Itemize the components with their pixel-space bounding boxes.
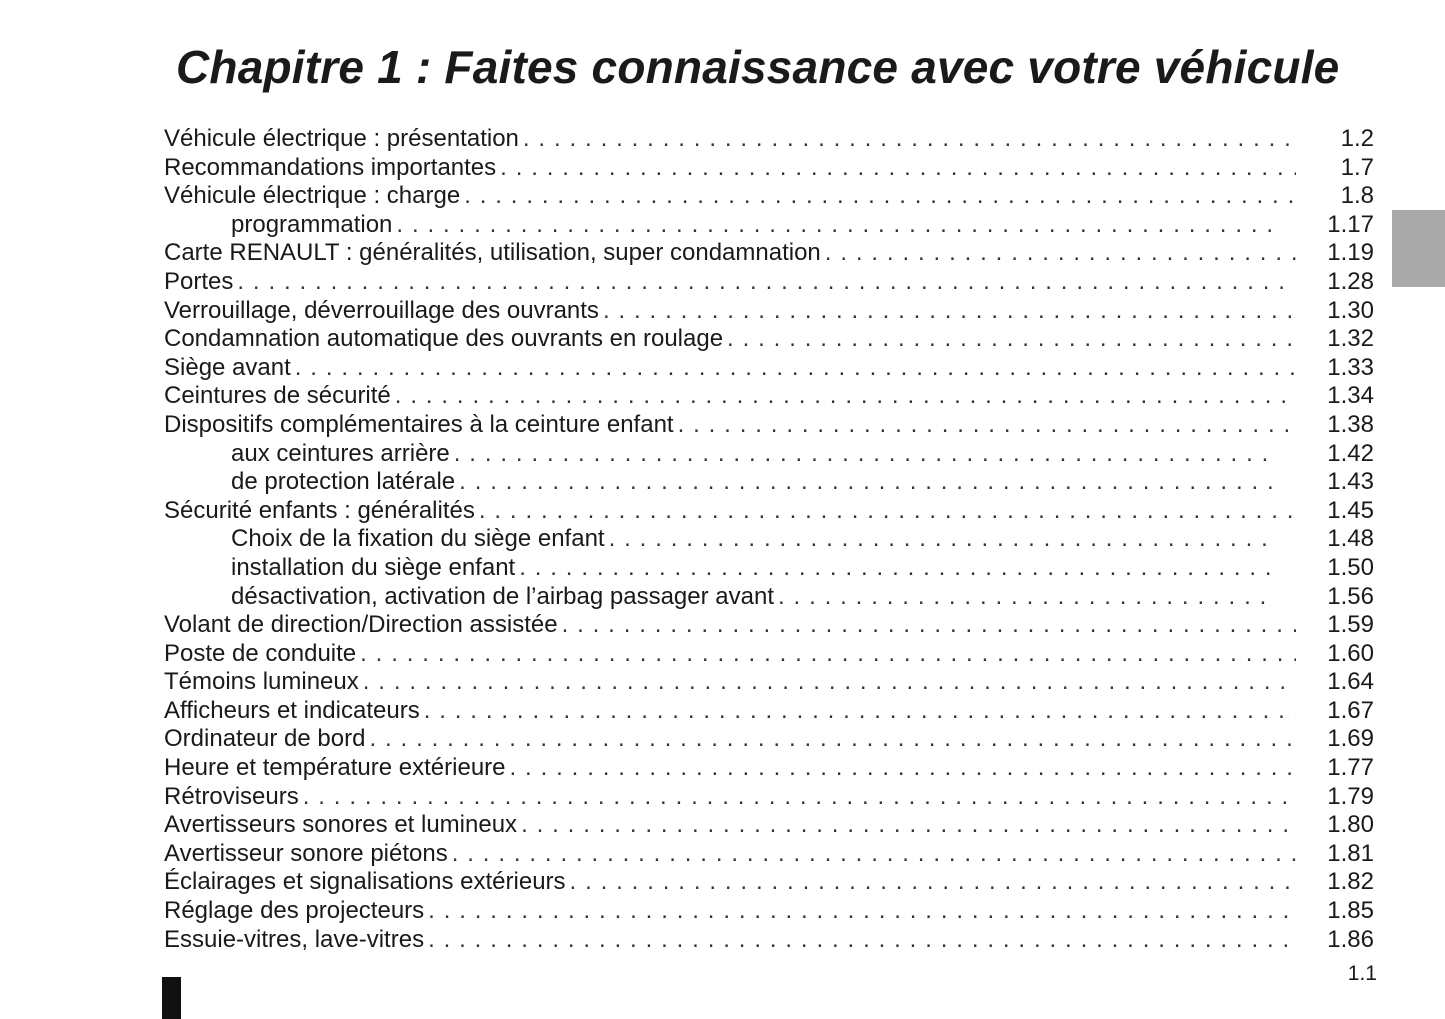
dot-leader [609,525,1274,554]
dot-leader [523,125,1296,154]
toc-entry-page: 1.77 [1327,754,1374,782]
toc-entry-page: 1.2 [1340,125,1374,152]
toc-entry [164,926,1374,955]
table-of-contents [164,125,1374,954]
dot-leader [424,697,1296,726]
toc-entry-page: 1.48 [1327,525,1374,553]
toc-entry [164,554,1374,583]
toc-entry-label: Avertisseurs sonores et lumineux [164,811,518,839]
chapter-side-tab [1392,210,1445,287]
dot-leader [521,811,1296,840]
toc-entry-label: Condamnation automatique des ouvrants en roulage [164,325,724,353]
toc-entry [164,640,1374,669]
toc-entry-page: 1.28 [1327,267,1374,295]
dot-leader [825,239,1296,268]
toc-entry [164,897,1374,926]
dot-leader [519,554,1274,583]
toc-entry [164,239,1374,268]
dot-leader [396,211,1274,240]
toc-entry-page: 1.60 [1327,639,1374,667]
toc-entry-label: Carte RENAULT : généralités, utilisation, super condamnation [164,239,821,267]
toc-entry-label: installation du siège enfant [231,553,516,581]
toc-entry-page: 1.59 [1327,611,1374,639]
dot-leader [459,468,1274,497]
dot-leader [428,897,1296,926]
dot-leader [570,868,1296,897]
toc-entry [164,211,1374,240]
toc-entry [164,440,1374,469]
toc-entry-label: Essuie-vitres, lave-vitres [164,925,425,953]
dot-leader [360,640,1296,669]
toc-entry-page: 1.79 [1327,782,1374,810]
dot-leader [452,840,1296,869]
toc-entry-page: 1.50 [1327,553,1374,581]
toc-entry-label: Portes [164,267,234,295]
toc-entry-page: 1.67 [1327,696,1374,724]
toc-entry [164,182,1374,211]
dot-leader [237,268,1296,297]
toc-entry [164,868,1374,897]
page-number: 1.1 [1347,962,1377,985]
toc-entry-page: 1.82 [1327,868,1374,896]
toc-entry-page: 1.19 [1327,239,1374,267]
toc-entry [164,840,1374,869]
toc-entry-page: 1.8 [1340,182,1374,210]
toc-entry-label: Avertisseur sonore piétons [164,839,448,867]
toc-entry [164,611,1374,640]
toc-entry-label: Recommandations importantes [164,153,497,181]
toc-entry-label: Témoins lumineux [164,668,359,696]
dot-leader [479,497,1296,526]
toc-entry [164,325,1374,354]
toc-entry-label: Réglage des projecteurs [164,897,425,925]
toc-entry [164,725,1374,754]
toc-entry-page: 1.43 [1327,468,1374,496]
toc-entry-label: Véhicule électrique : présentation [164,125,519,152]
dot-leader [464,182,1296,211]
toc-entry-label: désactivation, activation de l’airbag passager avant [231,582,774,610]
toc-entry-label: Rétroviseurs [164,782,299,810]
toc-entry-label: Dispositifs complémentaires à la ceinture enfant [164,410,674,438]
toc-entry-label: Choix de la fixation du siège enfant [231,525,605,553]
toc-entry-label: Poste de conduite [164,639,357,667]
toc-entry-label: de protection latérale [231,468,456,496]
toc-entry-label: Ceintures de sécurité [164,382,391,410]
dot-leader [562,611,1296,640]
toc-entry-page: 1.32 [1327,325,1374,353]
toc-entry [164,411,1374,440]
dot-leader [295,354,1296,383]
dot-leader [510,754,1296,783]
toc-entry-label: programmation [231,210,393,238]
toc-entry [164,783,1374,812]
toc-entry [164,297,1374,326]
toc-entry-page: 1.80 [1327,811,1374,839]
toc-entry [164,154,1374,183]
toc-entry-label: Ordinateur de bord [164,725,366,753]
dot-leader [678,411,1296,440]
toc-entry-label: Heure et température extérieure [164,754,506,782]
crop-mark [162,977,181,1019]
dot-leader [303,783,1296,812]
toc-entry-page: 1.64 [1327,668,1374,696]
dot-leader [603,297,1296,326]
toc-entry-page: 1.42 [1327,439,1374,467]
toc-entry-label: Siège avant [164,353,291,381]
dot-leader [727,325,1296,354]
toc-entry-label: Éclairages et signalisations extérieurs [164,868,566,896]
toc-entry-page: 1.69 [1327,725,1374,753]
dot-leader [454,440,1274,469]
dot-leader [363,668,1296,697]
toc-entry [164,382,1374,411]
toc-entry-page: 1.30 [1327,296,1374,324]
toc-entry-page: 1.45 [1327,496,1374,524]
toc-entry [164,697,1374,726]
toc-entry [164,583,1374,612]
toc-entry-page: 1.56 [1327,582,1374,610]
toc-entry-page: 1.17 [1327,210,1374,238]
dot-leader [500,154,1296,183]
dot-leader [369,725,1296,754]
chapter-title: Chapitre 1 : Faites connaissance avec votre véhicule [176,41,1340,93]
toc-entry-page: 1.86 [1327,925,1374,953]
toc-entry-label: Volant de direction/Direction assistée [164,611,558,639]
toc-entry-label: Verrouillage, déverrouillage des ouvrants [164,296,599,324]
toc-entry-page: 1.85 [1327,897,1374,925]
toc-entry-page: 1.33 [1327,353,1374,381]
toc-entry [164,468,1374,497]
toc-entry [164,525,1374,554]
toc-entry [164,354,1374,383]
dot-leader [395,382,1296,411]
toc-entry [164,668,1374,697]
toc-entry-page: 1.34 [1327,382,1374,410]
toc-entry-label: Afficheurs et indicateurs [164,696,420,724]
toc-entry [164,811,1374,840]
toc-entry-label: aux ceintures arrière [231,439,450,467]
toc-entry [164,125,1374,154]
dot-leader [778,583,1274,612]
toc-entry [164,268,1374,297]
toc-entry [164,497,1374,526]
toc-entry-page: 1.81 [1327,839,1374,867]
toc-entry-label: Véhicule électrique : charge [164,182,461,210]
toc-entry-label: Sécurité enfants : généralités [164,496,475,524]
toc-entry [164,754,1374,783]
dot-leader [428,926,1296,955]
toc-entry-page: 1.7 [1340,153,1374,181]
toc-entry-page: 1.38 [1327,410,1374,438]
